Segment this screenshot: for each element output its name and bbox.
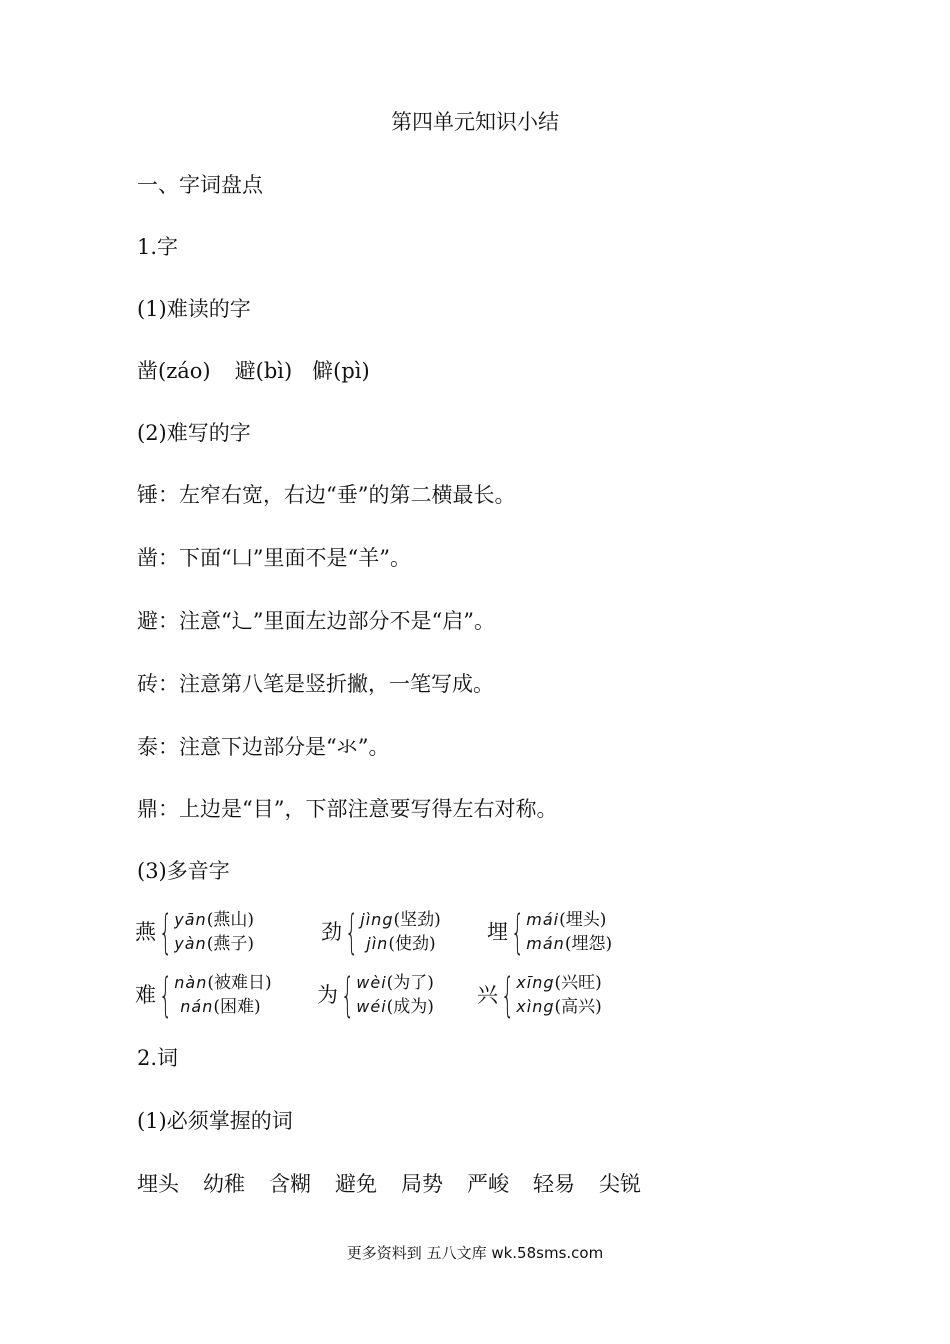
polyphone-heading: (3)多音字 <box>137 859 230 883</box>
brace-icon: { <box>159 968 173 1022</box>
polyphone-char: 兴 <box>477 983 498 1007</box>
vocab-word: 避免 <box>335 1172 377 1196</box>
pinyin: xīng <box>516 973 555 992</box>
brace-icon: { <box>341 968 355 1022</box>
must-words-heading: (1)必须掌握的词 <box>137 1109 293 1133</box>
hard-write-item: 凿：下面“凵”里面不是“羊”。 <box>137 546 411 570</box>
example-word: (燕子) <box>206 934 254 954</box>
polyphone-char: 燕 <box>135 920 156 944</box>
vocab-word: 幼稚 <box>203 1172 245 1196</box>
vocab-word: 埋头 <box>137 1172 179 1196</box>
hard-write-heading: (2)难写的字 <box>137 421 251 445</box>
brace-icon: { <box>501 968 515 1022</box>
vocab-word: 轻易 <box>533 1172 575 1196</box>
polyphone-char: 埋 <box>487 920 508 944</box>
polyphone-group <box>477 968 602 1022</box>
vocab-word: 局势 <box>401 1172 443 1196</box>
page-title: 第四单元知识小结 <box>391 110 559 134</box>
polyphone-group <box>135 968 272 1022</box>
pinyin: mán <box>526 934 565 953</box>
hard-write-item: 砖：注意第八笔是竖折撇，一笔写成。 <box>137 672 494 696</box>
example-word: (为了) <box>386 973 434 993</box>
pinyin: mái <box>526 910 560 929</box>
footer-watermark: 更多资料到 五八文库 wk.58sms.com <box>346 1244 604 1262</box>
pinyin: yàn <box>174 934 207 953</box>
hard-write-item: 泰：注意下边部分是“氺”。 <box>137 735 390 759</box>
pinyin: nàn <box>174 973 208 992</box>
polyphone-group <box>487 905 613 959</box>
example-word: (被难日) <box>207 973 272 993</box>
hard-read-heading: (1)难读的字 <box>137 297 251 321</box>
pinyin: wèi <box>356 973 387 992</box>
brace-icon: { <box>159 905 173 959</box>
example-word: (困难) <box>213 997 261 1017</box>
vocab-word: 含糊 <box>269 1172 311 1196</box>
hard-write-item: 避：注意“辶”里面左边部分不是“启”。 <box>137 609 495 633</box>
subsection-heading-characters: 1.字 <box>137 235 179 259</box>
example-word: (坚劲) <box>393 910 441 930</box>
pinyin: wéi <box>356 997 387 1016</box>
brace-icon: { <box>511 905 525 959</box>
pinyin: jìng <box>360 910 394 929</box>
example-word: (使劲) <box>388 934 436 954</box>
example-word: (埋怨) <box>564 934 613 954</box>
subsection-heading-words: 2.词 <box>137 1046 179 1070</box>
vocab-word: 严峻 <box>467 1172 509 1196</box>
example-word: (兴旺) <box>554 973 602 993</box>
pinyin: jìn <box>366 934 389 953</box>
section-heading: 一、字词盘点 <box>137 173 263 197</box>
hard-read-item: 避(bì) <box>234 359 293 383</box>
example-word: (成为) <box>386 997 434 1017</box>
polyphone-group <box>321 905 441 959</box>
polyphone-char: 为 <box>317 983 338 1007</box>
vocab-word: 尖锐 <box>599 1172 641 1196</box>
pinyin: xìng <box>516 997 555 1016</box>
example-word: (燕山) <box>206 910 254 930</box>
hard-read-item: 凿(záo) <box>137 359 211 383</box>
example-word: (高兴) <box>554 997 602 1017</box>
hard-write-item: 鼎：上边是“目”，下部注意要写得左右对称。 <box>137 797 558 821</box>
polyphone-group <box>135 905 254 959</box>
example-word: (埋头) <box>559 910 607 930</box>
pinyin: nán <box>180 997 214 1016</box>
brace-icon: { <box>345 905 359 959</box>
hard-write-item: 锤：左窄右宽，右边“垂”的第二横最长。 <box>137 483 516 507</box>
hard-read-item: 僻(pì) <box>312 359 370 383</box>
pinyin: yān <box>174 910 207 929</box>
polyphone-char: 劲 <box>321 920 342 944</box>
hard-read-list <box>137 356 370 386</box>
polyphone-group <box>317 968 434 1022</box>
must-words-list <box>137 1169 665 1199</box>
polyphone-char: 难 <box>135 983 156 1007</box>
